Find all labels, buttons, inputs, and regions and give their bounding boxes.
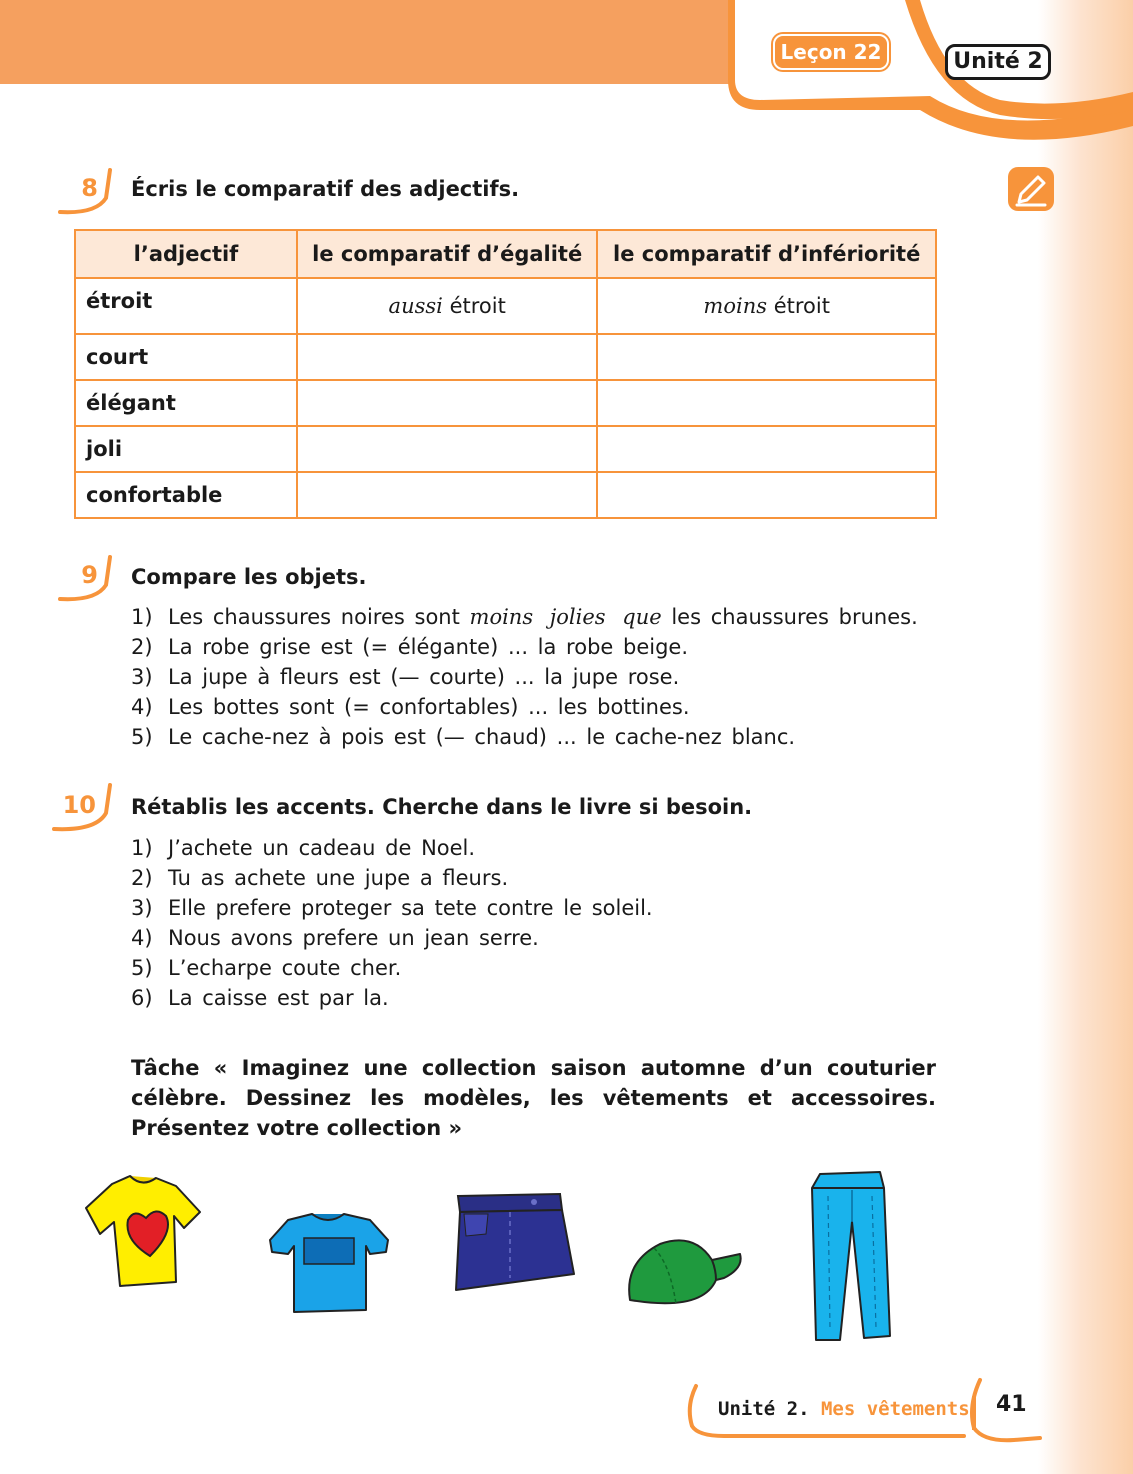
answer-word: étroit (449, 294, 506, 318)
list-item: 6) La caisse est par la. (131, 986, 389, 1010)
exercise-10-title: Rétablis les accents. Cherche dans le livre si besoin. (131, 795, 753, 819)
list-item: 1) J’achete un cadeau de Noel. (131, 836, 476, 860)
exercise-8-title: Écris le comparatif des adjectifs. (131, 177, 520, 201)
exercise-8-number: 8 (56, 168, 116, 220)
exercise-10-list (131, 833, 941, 1013)
adjective-cell: élégant (75, 380, 297, 426)
column-header: le comparatif d’égalité (297, 230, 597, 278)
list-item: 2) La robe grise est (= élégante) ... la robe beige. (131, 635, 688, 659)
comparative-table (74, 229, 937, 519)
unit-badge: Unité 2 (945, 44, 1051, 80)
inferiority-answer-cell[interactable] (597, 472, 936, 518)
equality-answer-cell[interactable] (297, 472, 597, 518)
handwritten-answer: moins jolies que (469, 605, 662, 629)
list-item: 4) Nous avons prefere un jean serre. (131, 926, 539, 950)
adjective-cell: confortable (75, 472, 297, 518)
inferiority-answer-cell[interactable] (597, 380, 936, 426)
navy-skirt-illustration (448, 1190, 576, 1294)
lesson-badge: Leçon 22 (773, 34, 889, 70)
yellow-tshirt-illustration (84, 1170, 204, 1290)
equality-answer-cell[interactable] (297, 426, 597, 472)
footer-topic: Mes vêtements (820, 1398, 970, 1420)
answer-prefix: moins (703, 294, 767, 318)
exercise-9-list (131, 602, 941, 752)
table-row (75, 334, 936, 380)
equality-answer-cell[interactable] (297, 278, 597, 334)
table-row (75, 380, 936, 426)
inferiority-answer-cell[interactable] (597, 278, 936, 334)
column-header: le comparatif d’infériorité (597, 230, 936, 278)
list-item: 2) Tu as achete une jupe a fleurs. (131, 866, 509, 890)
table-row (75, 278, 936, 334)
footer-unit: Unité 2. (718, 1398, 810, 1420)
page-edge-gradient (1038, 0, 1133, 1474)
table-row (75, 472, 936, 518)
blue-tshirt-illustration (266, 1210, 392, 1316)
column-header: l’adjectif (75, 230, 297, 278)
list-item: 5) L’echarpe coute cher. (131, 956, 402, 980)
answer-word: étroit (773, 294, 830, 318)
exercise-9-number: 9 (56, 555, 116, 607)
answer-prefix: aussi (388, 294, 443, 318)
list-item: 5) Le cache-nez à pois est (— chaud) ... le cache-nez blanc. (131, 725, 796, 749)
adjective-cell: court (75, 334, 297, 380)
pencil-icon (1007, 166, 1055, 212)
green-cap-illustration (624, 1234, 744, 1324)
equality-answer-cell[interactable] (297, 380, 597, 426)
inferiority-answer-cell[interactable] (597, 426, 936, 472)
list-item: 3) Elle prefere proteger sa tete contre le soleil. (131, 896, 653, 920)
list-item: 4) Les bottes sont (= confortables) ... les bottines. (131, 695, 690, 719)
table-header-row (75, 230, 936, 278)
adjective-cell: étroit (75, 278, 297, 334)
footer-unit-title (718, 1398, 970, 1420)
blue-jeans-illustration (800, 1168, 896, 1344)
page-number: 41 (996, 1392, 1027, 1417)
table-row (75, 426, 936, 472)
exercise-10-number: 10 (50, 783, 116, 835)
exercise-9-title: Compare les objets. (131, 565, 367, 589)
equality-answer-cell[interactable] (297, 334, 597, 380)
inferiority-answer-cell[interactable] (597, 334, 936, 380)
adjective-cell: joli (75, 426, 297, 472)
list-item: 1) Les chaussures noires sont moins jolies que les chaussures brunes. (131, 605, 918, 629)
list-item: 3) La jupe à fleurs est (— courte) ... la jupe rose. (131, 665, 680, 689)
task-paragraph: Tâche « Imaginez une collection saison automne d’un couturier célèbre. Dessinez les modèles, les vêtements et accessoires. Présentez votre collection » (131, 1056, 936, 1140)
